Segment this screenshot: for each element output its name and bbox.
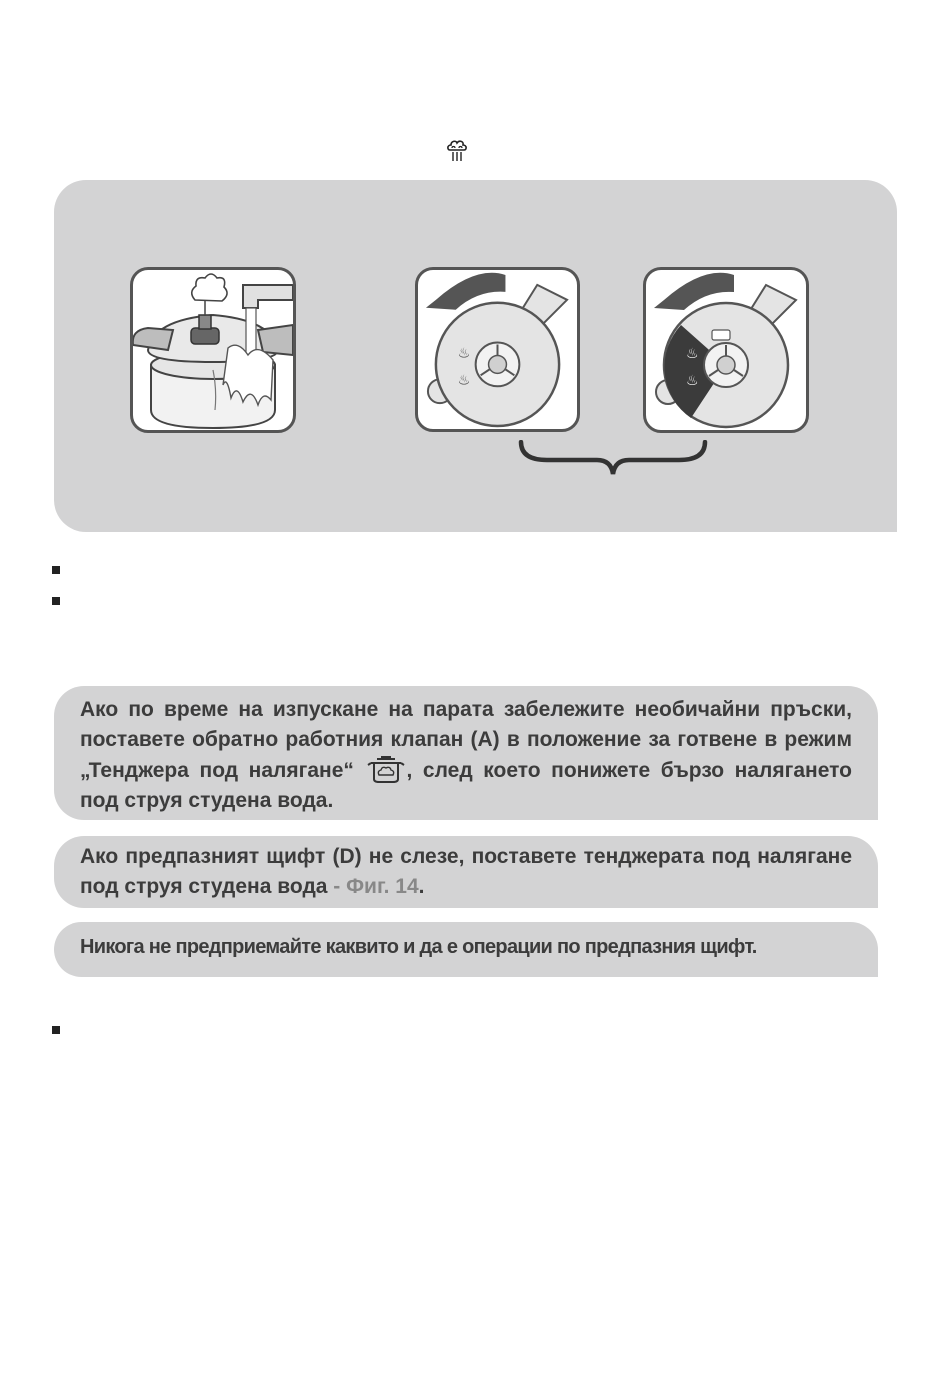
note-text: Ако предпазният щифт (D) не слезе, поставете тенджерата под налягане под струя студена вода bbox=[80, 845, 852, 898]
warning-note-safety-pin bbox=[54, 836, 878, 908]
note-text-continued: , след което понижете бързо налягането под струя студена вода. bbox=[80, 759, 852, 812]
figure-brace bbox=[517, 440, 709, 476]
warning-note-steam-splashes bbox=[54, 686, 878, 820]
warning-note-never-operate bbox=[54, 922, 878, 977]
list-bullet bbox=[52, 1026, 60, 1034]
valve-position-illustration-2 bbox=[643, 267, 809, 433]
valve-position-illustration-1 bbox=[415, 267, 580, 432]
figure-reference: - Фиг. 14 bbox=[327, 875, 419, 898]
svg-text:♨: ♨ bbox=[686, 346, 699, 362]
svg-text:♨: ♨ bbox=[457, 372, 471, 389]
svg-text:♨: ♨ bbox=[457, 345, 471, 362]
steam-release-icon bbox=[444, 138, 470, 164]
list-bullet bbox=[52, 597, 60, 605]
note-text: Ако по време на изпускане на парата забележите необичайни пръски, поставете обратно работния клапан (A) в положение за готвене в режим „Тенджера под налягане“ bbox=[80, 698, 852, 782]
note-text-end: . bbox=[418, 875, 425, 898]
note-text: Никога не предприемайте каквито и да е операции по предпазния щифт. bbox=[80, 936, 757, 958]
list-bullet bbox=[52, 566, 60, 574]
pressure-cooker-icon bbox=[367, 755, 405, 783]
cooker-under-water-illustration bbox=[130, 267, 296, 433]
svg-text:♨: ♨ bbox=[686, 373, 699, 389]
